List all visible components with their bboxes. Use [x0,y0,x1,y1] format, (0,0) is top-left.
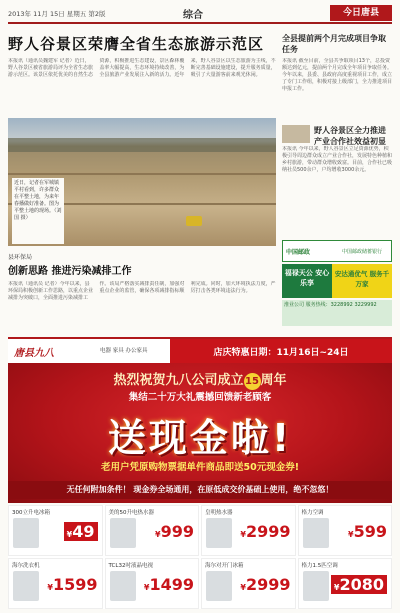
promo-block [8,363,392,503]
second-headline: 创新思路 推进污染减排工作 [8,266,132,277]
product-tile [105,558,200,609]
product-grid [8,505,392,609]
promo-line-4: 无任何附加条件！ 现金券全场通用，在原低成交价基础上使用，绝不忽悠！ [8,481,392,499]
product-price-value: 599 [353,522,387,541]
product-tile [201,558,296,609]
lead-body: 本报讯（通讯员魏建军 记者）近日，野人谷景区被省旅游局评为全省生态旅游示范区。该景区依托优美的自然生态资源，积极推进生态建设，景区森林覆盖率大幅提高，生态环境持续改善，为全县旅游产业发展注入新的活力。近年来，野人谷景区以生态旅游为主线，不断完善基础设施建设，提升服务质量，吸引了大量游客前来观光休闲。 [8,58,276,78]
yuan-sign: ¥ [155,530,161,539]
yuan-sign: ¥ [240,530,246,539]
second-article [8,252,276,337]
yuan-sign: ¥ [240,583,246,592]
store-tagline: 电器 家具 办公家具 [100,348,148,354]
product-image [110,571,136,601]
green-ad [282,264,392,298]
product-name: TCL32吋液晶电视 [108,563,153,569]
yuan-sign: ¥ [143,583,150,592]
product-image [303,518,329,548]
post-ad-left: 中国邮政 [286,248,311,256]
post-ad [282,240,392,262]
store-banner [8,337,392,363]
product-image [303,571,329,601]
product-name: 海尔洗衣机 [12,563,40,569]
yuan-sign: ¥ [348,530,354,539]
product-name: 格力1.5匹空调 [301,563,338,569]
anniversary-badge: 15 [244,373,261,390]
product-name: 皇明热水器 [205,510,233,516]
right-body-2: 本报讯 今年以来，野人谷景区立足资源优势，积极引导周边群众成立产业合作社，发展特色种植和乡村旅游，带动群众增收致富。目前，合作社已吸纳社员500余户，户均增收3000余元。 [282,146,392,173]
section-name: 综合 [183,10,203,21]
issue-date: 2013年 11月 15日 星期五 第2版 [8,10,106,18]
product-price [240,575,290,594]
right-headline-1: 全县提前两个月完成项目争取任务 [282,34,386,54]
product-name: 300立升电冰箱 [12,510,50,516]
product-image [206,518,232,548]
paper-logo: 今日唐县 [330,5,392,21]
store-brand: 唐县九八 [14,347,54,359]
product-image [13,571,39,601]
product-price-value: 2080 [339,575,384,594]
yuan-sign: ¥ [333,583,340,592]
promo-line-3: 老用户凭原购物票据单件商品即送50元现金券! [100,462,300,473]
right-body-1: 本报讯 截至目前，全县共争取项目13个，总投资额达到亿元，提前两个月完成全年项目争取任务。今年以来，县委、县政府高度重视项目工作，成立了专门工作组，积极对接上级部门，全力推进项目申报工作。 [282,58,392,92]
lead-photo [8,118,276,246]
product-image [13,518,39,548]
product-image [206,571,232,601]
right-column [282,33,392,128]
product-price-value: 2999 [245,575,291,594]
photo-hills [8,138,276,152]
product-name: 海尔对开门冰箱 [205,563,244,569]
promo-line-2: 集结二十万大礼震撼回馈新老顾客 [128,392,272,403]
green-ad-right: 安达通优气 服务千万家 [332,264,392,298]
product-tile [201,505,296,556]
product-price [47,575,97,594]
product-price [144,575,194,594]
green-ad-left: 福禄天公 安心乐享 [284,269,330,287]
small-ad: 淮业公司 服务热线：3228992 3229992 [282,300,392,326]
right-headline-2: 野人谷景区全力推进产业合作社效益初显 [314,126,386,146]
lead-headline: 野人谷景区荣膺全省生态旅游示范区 [8,35,265,53]
product-price [348,522,387,541]
product-price-value: 999 [160,522,194,541]
post-ad-right: 中国邮政储蓄银行 [341,248,382,255]
product-tile [8,558,103,609]
photo-caption: 近日，记者在军城镇平村看到，许多群众在平整土地，为来年春播做好准备。图为平整土地的现场。（刘国 摄） [12,178,64,244]
product-name: 美的50升电热水器 [108,510,154,516]
photo-bulldozer [186,216,202,226]
product-price-value: 49 [72,522,95,541]
product-price [240,522,290,541]
product-price [64,522,98,541]
right-thumbnail [282,125,310,143]
product-tile [105,505,200,556]
second-kicker: 县环保局 [8,254,33,261]
product-price-value: 1599 [52,575,98,594]
photo-field-line [8,173,276,175]
product-price-value: 1499 [149,575,194,594]
promo-big-title: 送现金啦! [107,416,293,460]
sale-dates: 店庆特惠日期：11月16日~24日 [170,339,392,363]
product-tile [8,505,103,556]
side-ads [282,240,392,326]
page-header [8,4,392,24]
product-price-value: 2999 [245,522,291,541]
product-name: 格力空调 [301,510,324,516]
product-price [331,575,387,594]
product-price [155,522,194,541]
yuan-sign: ¥ [47,583,53,592]
second-body: 本报讯（通讯员 记者）今年以来，县环保局积极创新工作思路，以重点企业减排为突破口，全面推进污染减排工作。该局严格落实减排责任制，加强对重点企业的监管，确保各项减排指标顺利完成。同时，加大环境执法力度，严厉打击各类环境违法行为。 [8,281,276,301]
promo-line-1-post: 周年 [260,373,287,388]
product-tile [298,505,393,556]
product-tile [298,558,393,609]
product-image [110,518,136,548]
promo-line-1-pre: 热烈祝贺九八公司成立 [113,373,244,388]
promo-line-1 [8,369,392,390]
yuan-sign: ¥ [66,530,73,539]
